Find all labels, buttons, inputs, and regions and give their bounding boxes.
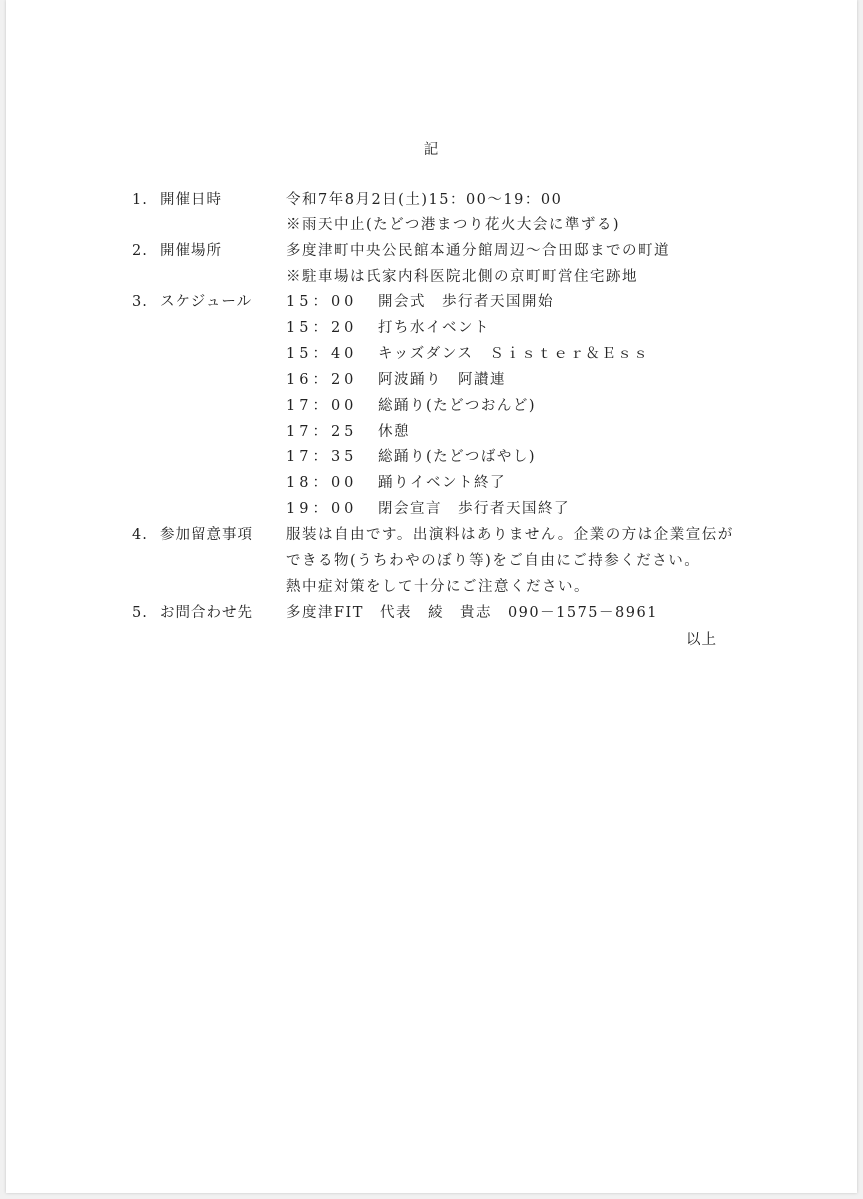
item-label: お問合わせ先 bbox=[160, 605, 253, 621]
schedule-row bbox=[6, 315, 857, 341]
contact-value: 多度津FIT 代表 綾 貴志 090－1575－8961 bbox=[286, 605, 658, 621]
schedule-row bbox=[6, 367, 857, 393]
item-label: 開催日時 bbox=[160, 192, 222, 208]
schedule-time: 15：00 bbox=[286, 294, 358, 310]
document-heading: 記 bbox=[423, 142, 440, 158]
item-value: ※駐車場は氏家内科医院北側の京町町営住宅跡地 bbox=[286, 269, 638, 285]
item-number: 5. bbox=[132, 605, 148, 621]
schedule-event: 休憩 bbox=[378, 424, 410, 440]
schedule-event: 開会式 歩行者天国開始 bbox=[378, 294, 554, 310]
schedule-time: 17：25 bbox=[286, 424, 358, 440]
schedule-time: 15：40 bbox=[286, 346, 358, 362]
item-number: 4. bbox=[132, 527, 148, 543]
schedule-time: 17：00 bbox=[286, 398, 358, 414]
schedule-row bbox=[6, 444, 857, 470]
item-2-row bbox=[6, 238, 857, 264]
item-value: 令和7年8月2日(土)15：00～19：00 bbox=[286, 192, 563, 208]
schedule-time: 16：20 bbox=[286, 372, 358, 388]
schedule-row bbox=[6, 393, 857, 419]
schedule-event: 閉会宣言 歩行者天国終了 bbox=[378, 501, 570, 517]
item-number: 3. bbox=[132, 294, 148, 310]
schedule-event: 総踊り(たどつばやし) bbox=[378, 449, 537, 465]
item-value: 熱中症対策をして十分にご注意ください。 bbox=[286, 579, 590, 595]
schedule-row bbox=[6, 419, 857, 445]
item-1-row bbox=[6, 187, 857, 213]
item-label: スケジュール bbox=[160, 294, 253, 310]
item-value: ※雨天中止(たどつ港まつり花火大会に準ずる) bbox=[286, 217, 621, 233]
item-label: 開催場所 bbox=[160, 243, 222, 259]
item-value: できる物(うちわやのぼり等)をご自由にご持参ください。 bbox=[286, 553, 701, 569]
item-4-line-row bbox=[6, 548, 857, 574]
item-4-line-row bbox=[6, 574, 857, 600]
item-value: 多度津町中央公民館本通分館周辺～合田邸までの町道 bbox=[286, 243, 670, 259]
item-4-row bbox=[6, 522, 857, 548]
schedule-event: 打ち水イベント bbox=[378, 320, 490, 336]
schedule-event: 踊りイベント終了 bbox=[378, 475, 506, 491]
schedule-event: 阿波踊り 阿讃連 bbox=[378, 372, 506, 388]
item-label: 参加留意事項 bbox=[160, 527, 253, 543]
schedule-row bbox=[6, 496, 857, 522]
schedule-event: キッズダンス Ｓｉｓｔｅｒ＆Ｅｓｓ bbox=[378, 346, 650, 362]
closing-text: 以上 bbox=[686, 632, 717, 648]
item-number: 1. bbox=[132, 192, 148, 208]
item-2-note-row bbox=[6, 264, 857, 290]
schedule-row bbox=[6, 341, 857, 367]
schedule-time: 19：00 bbox=[286, 501, 358, 517]
document-page bbox=[6, 0, 857, 1193]
item-1-note-row bbox=[6, 212, 857, 238]
schedule-time: 18：00 bbox=[286, 475, 358, 491]
schedule-time: 17：35 bbox=[286, 449, 358, 465]
item-value: 服装は自由です。出演料はありません。企業の方は企業宣伝が bbox=[286, 527, 734, 543]
item-number: 2. bbox=[132, 243, 148, 259]
item-5-row bbox=[6, 600, 857, 626]
schedule-time: 15：20 bbox=[286, 320, 358, 336]
schedule-event: 総踊り(たどつおんど) bbox=[378, 398, 537, 414]
schedule-row bbox=[6, 289, 857, 315]
schedule-row bbox=[6, 470, 857, 496]
